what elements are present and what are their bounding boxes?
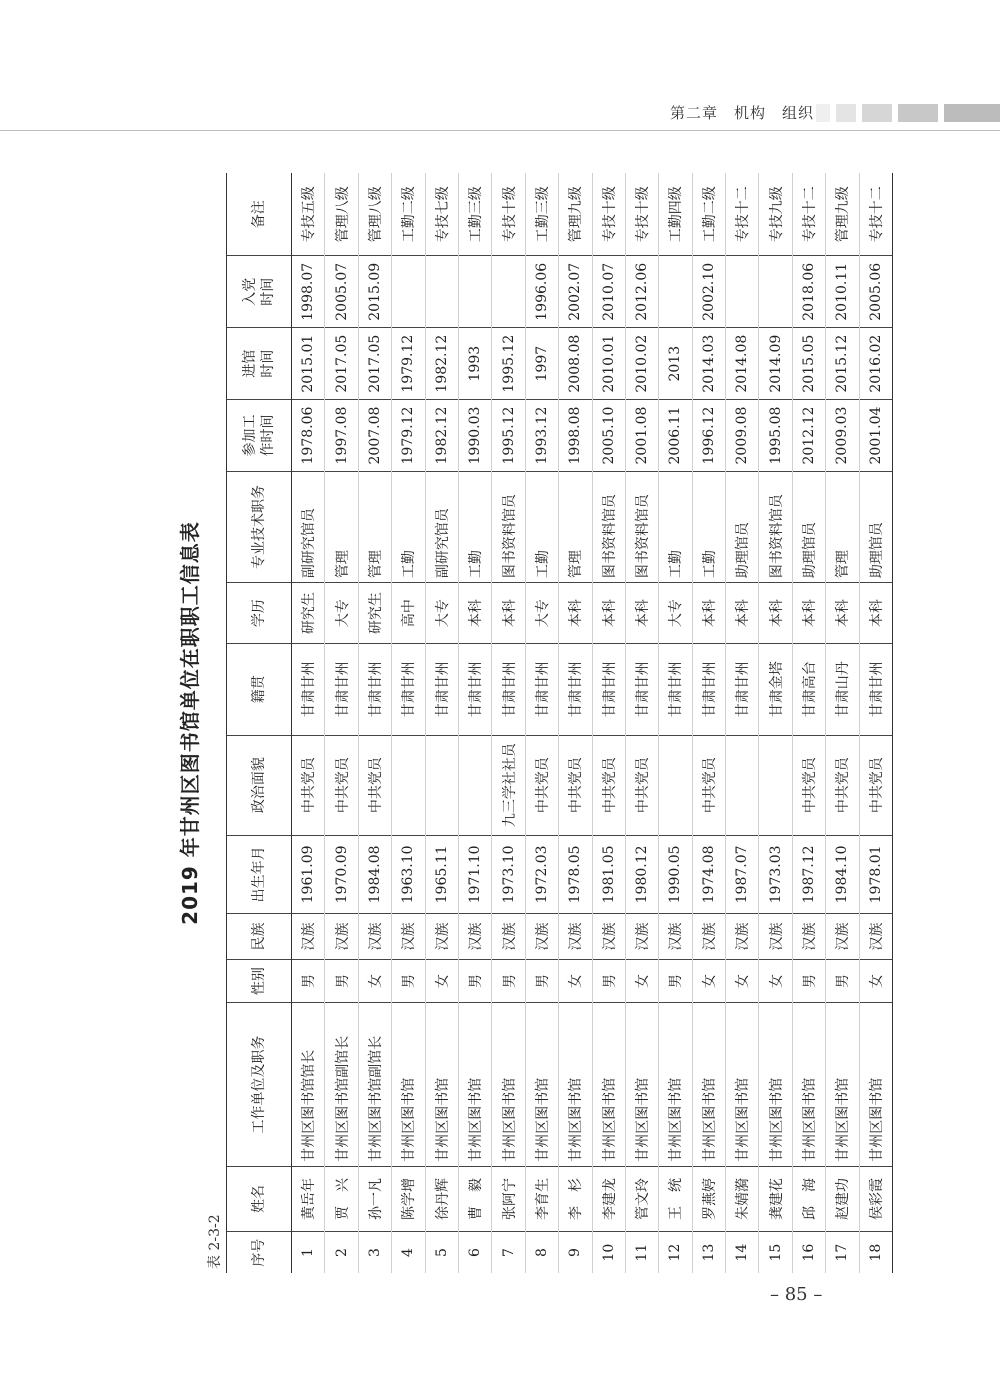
cell-title: 工勤 (525, 471, 558, 582)
column-header-workstart: 参加工 作时间 (227, 400, 292, 472)
cell-birth: 1984.08 (358, 835, 391, 913)
table-row (325, 173, 358, 1273)
table-row (292, 173, 325, 1273)
cell-workstart: 1997.08 (325, 400, 358, 472)
cell-join: 2008.08 (559, 328, 592, 400)
cell-join: 2014.09 (759, 328, 792, 400)
cell-party: 2015.09 (358, 256, 391, 328)
cell-remark: 管理九级 (559, 173, 592, 256)
cell-name: 李育生 (525, 1166, 558, 1231)
cell-name: 徐丹辉 (425, 1166, 458, 1231)
cell-remark: 管理八级 (325, 173, 358, 256)
cell-seq: 7 (492, 1232, 525, 1273)
cell-seq: 6 (458, 1232, 491, 1273)
column-header-gender: 性别 (227, 959, 292, 1003)
cell-seq: 5 (425, 1232, 458, 1273)
column-header-title: 专业技术职务 (227, 471, 292, 582)
cell-seq: 2 (325, 1232, 358, 1273)
cell-unit: 甘州区图书馆 (525, 1003, 558, 1166)
cell-workstart: 1995.08 (759, 400, 792, 472)
table-row (592, 173, 625, 1273)
cell-name: 陈学增 (392, 1166, 425, 1231)
cell-name: 张阿宁 (492, 1166, 525, 1231)
cell-ethnic: 汉族 (759, 914, 792, 960)
column-header-join: 进馆 时间 (227, 328, 292, 400)
cell-education: 本科 (726, 583, 759, 644)
cell-education: 本科 (492, 583, 525, 644)
cell-seq: 8 (525, 1232, 558, 1273)
cell-remark: 工勤四级 (659, 173, 692, 256)
cell-gender: 女 (559, 959, 592, 1003)
cell-seq: 4 (392, 1232, 425, 1273)
cell-native: 甘肃甘州 (325, 644, 358, 735)
cell-birth: 1987.07 (726, 835, 759, 913)
cell-political (458, 735, 491, 835)
cell-gender: 女 (358, 959, 391, 1003)
cell-join: 2015.01 (292, 328, 325, 400)
cell-ethnic: 汉族 (692, 914, 725, 960)
cell-join: 1982.12 (425, 328, 458, 400)
cell-title: 管理 (358, 471, 391, 582)
cell-workstart: 1982.12 (425, 400, 458, 472)
cell-join: 1997 (525, 328, 558, 400)
cell-workstart: 1978.06 (292, 400, 325, 472)
table-row (458, 173, 491, 1273)
column-header-ethnic: 民族 (227, 914, 292, 960)
cell-seq: 18 (859, 1232, 892, 1273)
cell-ethnic: 汉族 (559, 914, 592, 960)
table-row (392, 173, 425, 1273)
cell-title: 副研究馆员 (425, 471, 458, 582)
cell-education: 本科 (559, 583, 592, 644)
cell-gender: 男 (592, 959, 625, 1003)
cell-native: 甘肃山丹 (826, 644, 859, 735)
cell-unit: 甘州区图书馆 (726, 1003, 759, 1166)
cell-ethnic: 汉族 (425, 914, 458, 960)
cell-name: 王 统 (659, 1166, 692, 1231)
cell-workstart: 2005.10 (592, 400, 625, 472)
cell-native: 甘肃甘州 (392, 644, 425, 735)
cell-education: 研究生 (292, 583, 325, 644)
table-row (859, 173, 892, 1273)
rotated-table-region (174, 173, 885, 1273)
cell-unit: 甘州区图书馆副馆长 (325, 1003, 358, 1166)
cell-education: 本科 (592, 583, 625, 644)
cell-political (659, 735, 692, 835)
table-row (792, 173, 825, 1273)
cell-join: 2017.05 (325, 328, 358, 400)
cell-workstart: 1979.12 (392, 400, 425, 472)
cell-education: 本科 (458, 583, 491, 644)
cell-name: 孙一凡 (358, 1166, 391, 1231)
cell-workstart: 1998.08 (559, 400, 592, 472)
cell-education: 本科 (759, 583, 792, 644)
cell-workstart: 2007.08 (358, 400, 391, 472)
page-number: – 85 – (770, 1284, 823, 1305)
cell-political: 九三学社社员 (492, 735, 525, 835)
cell-ethnic: 汉族 (592, 914, 625, 960)
cell-seq: 11 (625, 1232, 658, 1273)
cell-education: 研究生 (358, 583, 391, 644)
cell-remark: 专技十二 (859, 173, 892, 256)
cell-unit: 甘州区图书馆 (425, 1003, 458, 1166)
cell-gender: 男 (458, 959, 491, 1003)
running-header-chapter: 第二章 机构 组织 (670, 104, 815, 122)
cell-title: 管理 (559, 471, 592, 582)
cell-native: 甘肃甘州 (659, 644, 692, 735)
cell-native: 甘肃甘州 (859, 644, 892, 735)
cell-unit: 甘州区图书馆 (659, 1003, 692, 1166)
cell-gender: 男 (525, 959, 558, 1003)
cell-birth: 1973.10 (492, 835, 525, 913)
header-bar (836, 104, 856, 122)
table-row (625, 173, 658, 1273)
cell-title: 助理馆员 (726, 471, 759, 582)
cell-title: 图书资料馆员 (625, 471, 658, 582)
cell-native: 甘肃甘州 (559, 644, 592, 735)
cell-party: 2005.06 (859, 256, 892, 328)
cell-political: 中共党员 (692, 735, 725, 835)
cell-remark: 工勤二级 (392, 173, 425, 256)
cell-unit: 甘州区图书馆副馆长 (358, 1003, 391, 1166)
cell-birth: 1984.10 (826, 835, 859, 913)
cell-unit: 甘州区图书馆 (559, 1003, 592, 1166)
table-row (726, 173, 759, 1273)
cell-workstart: 2001.08 (625, 400, 658, 472)
cell-title: 管理 (826, 471, 859, 582)
cell-workstart: 2001.04 (859, 400, 892, 472)
cell-native: 甘肃甘州 (525, 644, 558, 735)
cell-title: 副研究馆员 (292, 471, 325, 582)
table-row (659, 173, 692, 1273)
column-header-name: 姓名 (227, 1166, 292, 1231)
column-header-unit: 工作单位及职务 (227, 1003, 292, 1166)
cell-ethnic: 汉族 (726, 914, 759, 960)
cell-unit: 甘州区图书馆 (792, 1003, 825, 1166)
cell-name: 曹 毅 (458, 1166, 491, 1231)
cell-title: 图书资料馆员 (592, 471, 625, 582)
cell-join: 2014.08 (726, 328, 759, 400)
cell-party (425, 256, 458, 328)
cell-education: 本科 (826, 583, 859, 644)
cell-political: 中共党员 (826, 735, 859, 835)
cell-seq: 13 (692, 1232, 725, 1273)
cell-party (392, 256, 425, 328)
cell-workstart: 2006.11 (659, 400, 692, 472)
table-row (425, 173, 458, 1273)
cell-unit: 甘州区图书馆 (458, 1003, 491, 1166)
cell-title: 工勤 (692, 471, 725, 582)
cell-name: 李 杉 (559, 1166, 592, 1231)
cell-ethnic: 汉族 (358, 914, 391, 960)
cell-ethnic: 汉族 (659, 914, 692, 960)
cell-party: 1996.06 (525, 256, 558, 328)
cell-join: 2015.12 (826, 328, 859, 400)
cell-education: 大专 (425, 583, 458, 644)
cell-party (726, 256, 759, 328)
cell-political: 中共党员 (592, 735, 625, 835)
header-bar (898, 104, 938, 122)
cell-unit: 甘州区图书馆 (492, 1003, 525, 1166)
table-row (492, 173, 525, 1273)
cell-education: 本科 (792, 583, 825, 644)
cell-birth: 1978.05 (559, 835, 592, 913)
cell-education: 大专 (659, 583, 692, 644)
column-header-native: 籍贯 (227, 644, 292, 735)
cell-seq: 12 (659, 1232, 692, 1273)
cell-party (659, 256, 692, 328)
cell-remark: 专技十级 (592, 173, 625, 256)
cell-title: 助理馆员 (859, 471, 892, 582)
cell-ethnic: 汉族 (625, 914, 658, 960)
cell-gender: 女 (859, 959, 892, 1003)
cell-remark: 专技九级 (759, 173, 792, 256)
cell-education: 本科 (859, 583, 892, 644)
cell-unit: 甘州区图书馆 (859, 1003, 892, 1166)
cell-remark: 专技十级 (492, 173, 525, 256)
cell-remark: 管理九级 (826, 173, 859, 256)
cell-join: 2015.05 (792, 328, 825, 400)
cell-workstart: 1990.03 (458, 400, 491, 472)
cell-title: 工勤 (659, 471, 692, 582)
cell-ethnic: 汉族 (392, 914, 425, 960)
cell-workstart: 2009.03 (826, 400, 859, 472)
table-row (559, 173, 592, 1273)
column-header-birth: 出生年月 (227, 835, 292, 913)
table-row (826, 173, 859, 1273)
cell-gender: 男 (492, 959, 525, 1003)
cell-party: 2002.07 (559, 256, 592, 328)
cell-party: 2018.06 (792, 256, 825, 328)
cell-unit: 甘州区图书馆 (392, 1003, 425, 1166)
cell-gender: 男 (392, 959, 425, 1003)
cell-unit: 甘州区图书馆 (759, 1003, 792, 1166)
cell-name: 朱婧漪 (726, 1166, 759, 1231)
cell-remark: 管理八级 (358, 173, 391, 256)
cell-birth: 1963.10 (392, 835, 425, 913)
cell-party (759, 256, 792, 328)
cell-gender: 男 (792, 959, 825, 1003)
cell-workstart: 1993.12 (525, 400, 558, 472)
cell-seq: 9 (559, 1232, 592, 1273)
cell-education: 高中 (392, 583, 425, 644)
cell-unit: 甘州区图书馆 (692, 1003, 725, 1166)
cell-seq: 16 (792, 1232, 825, 1273)
header-decorative-bars (816, 104, 1000, 122)
cell-native: 甘肃甘州 (358, 644, 391, 735)
cell-political: 中共党员 (625, 735, 658, 835)
cell-remark: 专技十二 (726, 173, 759, 256)
cell-birth: 1974.08 (692, 835, 725, 913)
cell-gender: 男 (325, 959, 358, 1003)
cell-remark: 工勤二级 (692, 173, 725, 256)
table-row (759, 173, 792, 1273)
cell-native: 甘肃甘州 (425, 644, 458, 735)
cell-join: 1995.12 (492, 328, 525, 400)
column-header-remark: 备注 (227, 173, 292, 256)
column-header-seq: 序号 (227, 1232, 292, 1273)
cell-name: 管文玲 (625, 1166, 658, 1231)
cell-political (392, 735, 425, 835)
cell-remark: 工勤三级 (525, 173, 558, 256)
cell-title: 图书资料馆员 (759, 471, 792, 582)
cell-native: 甘肃甘州 (292, 644, 325, 735)
cell-ethnic: 汉族 (792, 914, 825, 960)
cell-party (458, 256, 491, 328)
cell-gender: 女 (425, 959, 458, 1003)
cell-birth: 1978.01 (859, 835, 892, 913)
cell-name: 邱 海 (792, 1166, 825, 1231)
cell-workstart: 1995.12 (492, 400, 525, 472)
cell-political: 中共党员 (859, 735, 892, 835)
cell-title: 工勤 (458, 471, 491, 582)
cell-ethnic: 汉族 (525, 914, 558, 960)
cell-unit: 甘州区图书馆 (592, 1003, 625, 1166)
column-header-education: 学历 (227, 583, 292, 644)
cell-education: 本科 (692, 583, 725, 644)
cell-join: 1979.12 (392, 328, 425, 400)
cell-join: 1993 (458, 328, 491, 400)
cell-birth: 1980.12 (625, 835, 658, 913)
cell-ethnic: 汉族 (458, 914, 491, 960)
table-header-row (227, 173, 292, 1273)
cell-workstart: 2009.08 (726, 400, 759, 472)
cell-ethnic: 汉族 (492, 914, 525, 960)
table-title: 2019 年甘州区图书馆单位在职职工信息表 (178, 521, 202, 925)
header-bar (816, 104, 830, 122)
cell-education: 大专 (525, 583, 558, 644)
cell-party (492, 256, 525, 328)
cell-party: 2002.10 (692, 256, 725, 328)
cell-native: 甘肃甘州 (726, 644, 759, 735)
cell-native: 甘肃甘州 (592, 644, 625, 735)
cell-native: 甘肃甘州 (692, 644, 725, 735)
cell-join: 2010.02 (625, 328, 658, 400)
cell-workstart: 1996.12 (692, 400, 725, 472)
cell-birth: 1987.12 (792, 835, 825, 913)
cell-ethnic: 汉族 (292, 914, 325, 960)
cell-gender: 女 (726, 959, 759, 1003)
cell-join: 2016.02 (859, 328, 892, 400)
cell-political (425, 735, 458, 835)
cell-birth: 1970.09 (325, 835, 358, 913)
cell-remark: 专技十级 (625, 173, 658, 256)
cell-remark: 专技七级 (425, 173, 458, 256)
cell-ethnic: 汉族 (325, 914, 358, 960)
cell-ethnic: 汉族 (826, 914, 859, 960)
cell-seq: 3 (358, 1232, 391, 1273)
cell-gender: 女 (625, 959, 658, 1003)
cell-join: 2014.03 (692, 328, 725, 400)
table-row (358, 173, 391, 1273)
cell-political (759, 735, 792, 835)
cell-name: 李建龙 (592, 1166, 625, 1231)
cell-political: 中共党员 (358, 735, 391, 835)
cell-join: 2013 (659, 328, 692, 400)
cell-gender: 女 (759, 959, 792, 1003)
cell-title: 工勤 (392, 471, 425, 582)
cell-name: 赵建功 (826, 1166, 859, 1231)
column-header-party: 入党 时间 (227, 256, 292, 328)
cell-party: 1998.07 (292, 256, 325, 328)
cell-workstart: 2012.12 (792, 400, 825, 472)
cell-birth: 1990.05 (659, 835, 692, 913)
cell-birth: 1973.03 (759, 835, 792, 913)
cell-name: 侯彩霞 (859, 1166, 892, 1231)
cell-political: 中共党员 (325, 735, 358, 835)
cell-title: 管理 (325, 471, 358, 582)
cell-political (726, 735, 759, 835)
column-header-political: 政治面貌 (227, 735, 292, 835)
header-bar (862, 104, 892, 122)
cell-birth: 1972.03 (525, 835, 558, 913)
cell-political: 中共党员 (525, 735, 558, 835)
cell-birth: 1965.11 (425, 835, 458, 913)
cell-party: 2012.06 (625, 256, 658, 328)
cell-native: 甘肃高台 (792, 644, 825, 735)
cell-remark: 专技五级 (292, 173, 325, 256)
cell-political: 中共党员 (292, 735, 325, 835)
cell-native: 甘肃甘州 (625, 644, 658, 735)
cell-birth: 1981.05 (592, 835, 625, 913)
cell-native: 甘肃甘州 (492, 644, 525, 735)
cell-seq: 1 (292, 1232, 325, 1273)
cell-native: 甘肃金塔 (759, 644, 792, 735)
cell-seq: 14 (726, 1232, 759, 1273)
cell-political: 中共党员 (792, 735, 825, 835)
cell-unit: 甘州区图书馆 (625, 1003, 658, 1166)
cell-party: 2005.07 (325, 256, 358, 328)
table-number: 表 2-3-2 (207, 1214, 223, 1269)
cell-name: 罗燕婷 (692, 1166, 725, 1231)
cell-birth: 1961.09 (292, 835, 325, 913)
cell-seq: 15 (759, 1232, 792, 1273)
cell-education: 大专 (325, 583, 358, 644)
cell-seq: 17 (826, 1232, 859, 1273)
cell-join: 2010.01 (592, 328, 625, 400)
cell-native: 甘肃甘州 (458, 644, 491, 735)
cell-ethnic: 汉族 (859, 914, 892, 960)
header-bar (944, 104, 1000, 122)
cell-remark: 工勤三级 (458, 173, 491, 256)
table-row (692, 173, 725, 1273)
cell-party: 2010.07 (592, 256, 625, 328)
cell-unit: 甘州区图书馆 (826, 1003, 859, 1166)
table-body (292, 173, 893, 1273)
cell-join: 2017.05 (358, 328, 391, 400)
table-row (525, 173, 558, 1273)
cell-party: 2010.11 (826, 256, 859, 328)
cell-name: 龚建花 (759, 1166, 792, 1231)
cell-name: 贾 兴 (325, 1166, 358, 1231)
cell-political: 中共党员 (559, 735, 592, 835)
cell-gender: 女 (692, 959, 725, 1003)
cell-birth: 1971.10 (458, 835, 491, 913)
cell-remark: 专技十二 (792, 173, 825, 256)
cell-education: 本科 (625, 583, 658, 644)
staff-info-table (226, 173, 893, 1273)
cell-title: 图书资料馆员 (492, 471, 525, 582)
cell-seq: 10 (592, 1232, 625, 1273)
cell-name: 黄岳年 (292, 1166, 325, 1231)
cell-gender: 男 (826, 959, 859, 1003)
cell-gender: 男 (659, 959, 692, 1003)
cell-gender: 男 (292, 959, 325, 1003)
header-rule (0, 130, 1000, 131)
cell-unit: 甘州区图书馆馆长 (292, 1003, 325, 1166)
cell-title: 助理馆员 (792, 471, 825, 582)
